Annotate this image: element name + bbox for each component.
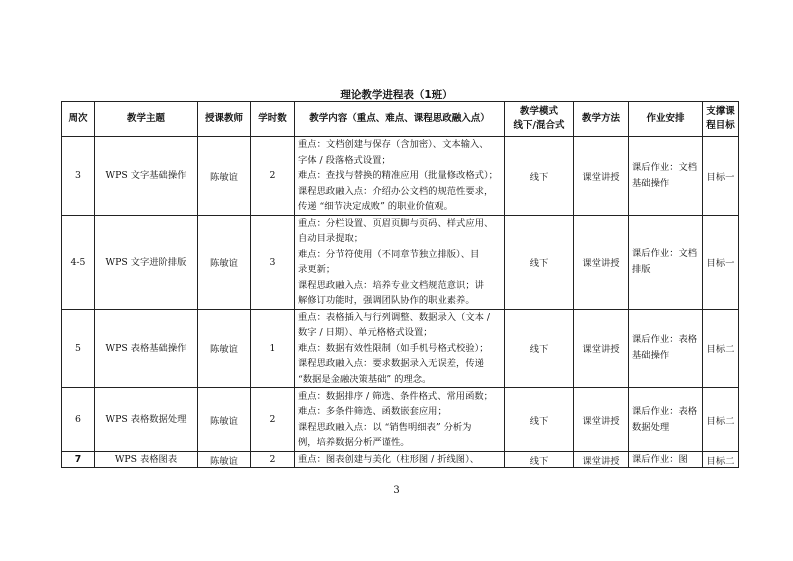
header-teacher: 授课教师 xyxy=(198,102,251,137)
cell-mode: 线下 xyxy=(505,452,574,468)
content-line: 传递 “细节决定成败” 的职业价值观。 xyxy=(298,201,453,212)
content-line: 数字 / 日期）、单元格格式设置； xyxy=(298,327,433,338)
content-line: 字体 / 段落格式设置； xyxy=(298,154,391,166)
table-row xyxy=(62,215,739,309)
header-mode-line2: 线下/混合式 xyxy=(513,120,565,131)
cell-goal: 目标二 xyxy=(703,309,739,388)
content-line: 例，培养数据分析严谨性。 xyxy=(298,437,410,448)
content-line: 重点：文档创建与保存（含加密）、文本输入、 xyxy=(298,139,489,150)
cell-week: 7 xyxy=(62,452,95,468)
cell-method: 课堂讲授 xyxy=(574,309,629,388)
cell-topic: WPS 表格图表 xyxy=(95,452,198,468)
header-hours: 学时数 xyxy=(251,102,295,137)
cell-goal: 目标一 xyxy=(703,137,739,216)
content-line: 难点：查找与替换的精准应用（批量修改格式）； xyxy=(298,170,498,181)
content-line: 重点：数据排序 / 筛选、条件格式、常用函数； xyxy=(298,390,493,402)
cell-teacher: 陈敏谊 xyxy=(198,309,251,388)
cell-topic: WPS 文字进阶排版 xyxy=(95,215,198,309)
content-line: “数据是金融决策基础” 的理念。 xyxy=(298,373,432,385)
content-line: 课程思政融入点：培养专业文档规范意识；讲 xyxy=(298,279,484,291)
header-topic: 教学主题 xyxy=(95,102,198,137)
cell-method: 课堂讲授 xyxy=(574,388,629,452)
cell-teacher: 陈敏谊 xyxy=(198,452,251,468)
content-line: 自动目录提取； xyxy=(298,233,364,244)
table-row xyxy=(62,452,739,468)
cell-topic: WPS 表格数据处理 xyxy=(95,388,198,452)
content-line: 课程思政融入点：要求数据录入无误差，传递 xyxy=(298,358,484,369)
content-line: 重点：表格插入与行列调整、数据录入（文本 / xyxy=(298,311,491,323)
cell-hours: 2 xyxy=(251,137,295,216)
header-mode xyxy=(505,102,574,137)
cell-teacher: 陈敏谊 xyxy=(198,215,251,309)
cell-teacher: 陈敏谊 xyxy=(198,137,251,216)
header-goal xyxy=(703,102,739,137)
content-line: 重点：图表创建与美化（柱形图 / 折线图）、 xyxy=(298,453,480,465)
cell-homework: 课后作业：图 xyxy=(629,452,703,468)
header-content: 教学内容（重点、难点、课程思政融入点） xyxy=(295,102,505,137)
cell-homework: 课后作业：文档排版 xyxy=(629,215,703,309)
header-goal-line1: 支撑课 xyxy=(706,106,735,117)
cell-mode: 线下 xyxy=(505,388,574,452)
content-line: 课程思政融入点：以 “销售明细表” 分析为 xyxy=(298,421,472,433)
cell-week: 4-5 xyxy=(62,215,95,309)
teaching-schedule-table xyxy=(61,101,739,468)
cell-hours: 2 xyxy=(251,388,295,452)
cell-mode: 线下 xyxy=(505,309,574,388)
cell-homework: 课后作业：表格基础操作 xyxy=(629,309,703,388)
cell-homework: 课后作业：文档基础操作 xyxy=(629,137,703,216)
cell-mode: 线下 xyxy=(505,215,574,309)
header-homework: 作业安排 xyxy=(629,102,703,137)
cell-goal: 目标一 xyxy=(703,215,739,309)
content-line: 录更新； xyxy=(298,264,336,275)
cell-goal: 目标二 xyxy=(703,452,739,468)
page-number: 3 xyxy=(393,485,400,496)
cell-content xyxy=(295,452,505,468)
content-line: 解修订功能时，强调团队协作的职业素养。 xyxy=(298,295,475,306)
cell-homework: 课后作业：表格数据处理 xyxy=(629,388,703,452)
cell-goal: 目标二 xyxy=(703,388,739,452)
header-method: 教学方法 xyxy=(574,102,629,137)
header-week: 周次 xyxy=(62,102,95,137)
cell-hours: 2 xyxy=(251,452,295,468)
cell-week: 3 xyxy=(62,137,95,216)
cell-content xyxy=(295,388,505,452)
content-line: 难点：数据有效性限制（如手机号格式校验）； xyxy=(298,342,489,354)
content-line: 难点：分节符使用（不同章节独立排版）、目 xyxy=(298,248,480,260)
header-goal-line2: 程目标 xyxy=(706,120,735,131)
cell-teacher: 陈敏谊 xyxy=(198,388,251,452)
table-row xyxy=(62,137,739,216)
cell-mode: 线下 xyxy=(505,137,574,216)
cell-topic: WPS 表格基础操作 xyxy=(95,309,198,388)
cell-method: 课堂讲授 xyxy=(574,137,629,216)
table-row xyxy=(62,309,739,388)
header-mode-line1: 教学模式 xyxy=(519,106,558,117)
content-line: 重点：分栏设置、页眉页脚与页码、样式应用、 xyxy=(298,217,494,229)
cell-week: 5 xyxy=(62,309,95,388)
cell-content xyxy=(295,137,505,216)
table-title: 理论教学进程表（1班） xyxy=(340,89,453,101)
cell-content xyxy=(295,309,505,388)
cell-method: 课堂讲授 xyxy=(574,215,629,309)
cell-hours: 3 xyxy=(251,215,295,309)
content-line: 课程思政融入点：介绍办公文档的规范性要求， xyxy=(298,185,494,197)
table-row xyxy=(62,388,739,452)
cell-topic: WPS 文字基础操作 xyxy=(95,137,198,216)
cell-hours: 1 xyxy=(251,309,295,388)
cell-method: 课堂讲授 xyxy=(574,452,629,468)
cell-content xyxy=(295,215,505,309)
content-line: 难点：多条件筛选、函数嵌套应用； xyxy=(298,406,447,417)
header-row xyxy=(62,102,739,137)
cell-week: 6 xyxy=(62,388,95,452)
